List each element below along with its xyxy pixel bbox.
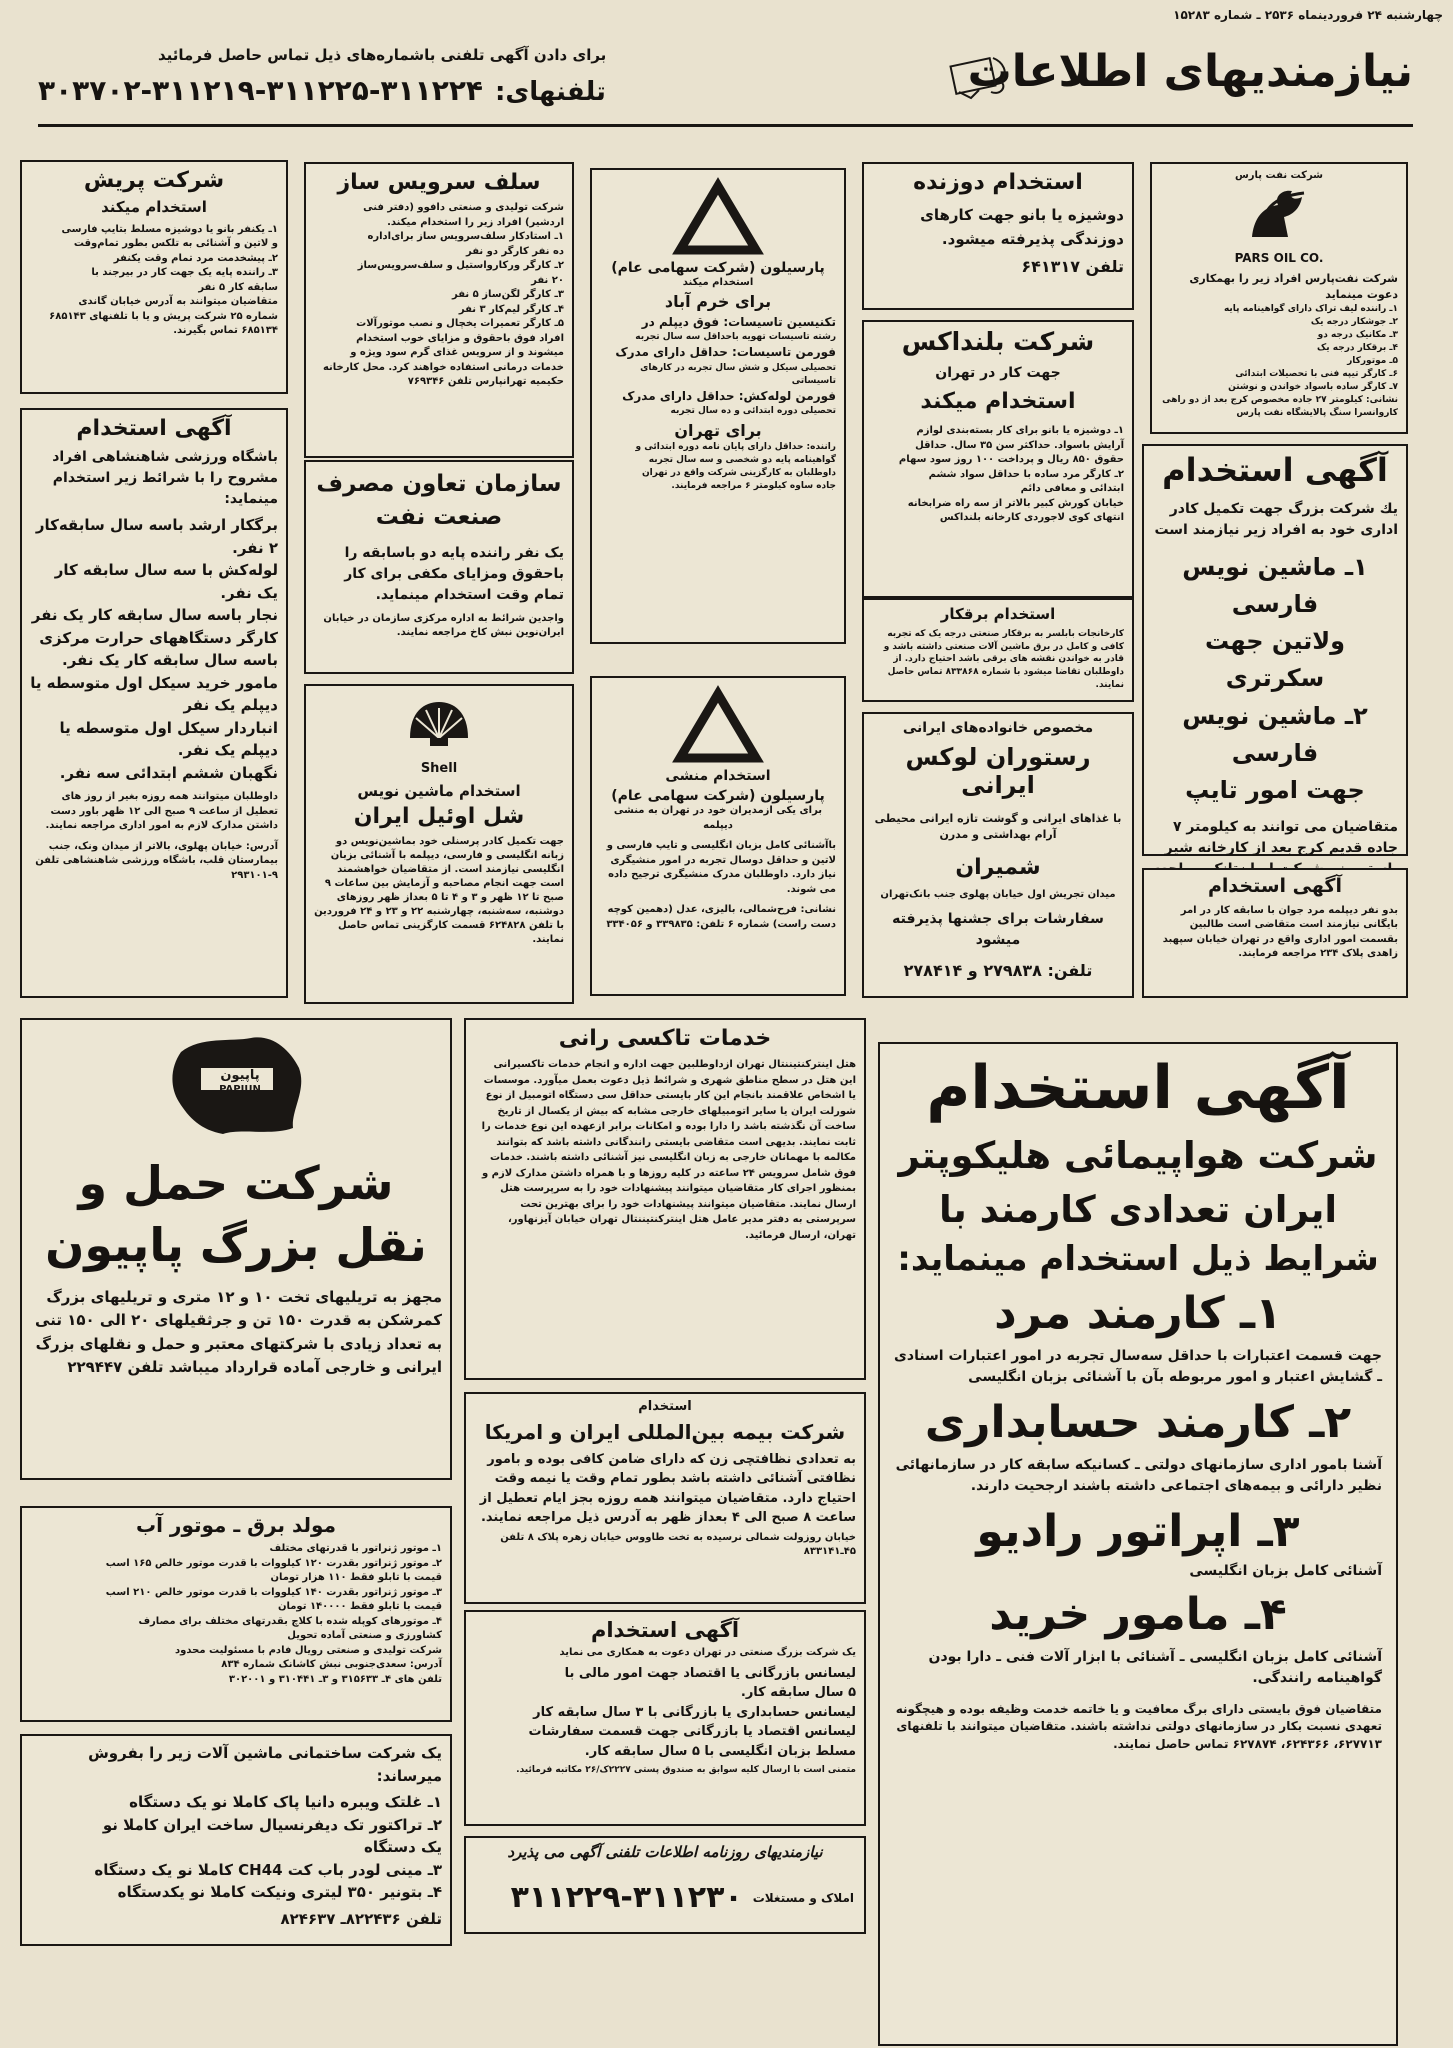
parsilon-1-line: تحصیلی دوره ابتدائی و ده سال تجربه [670, 406, 836, 417]
parsilon-2-body: باآشنائی کامل بزبان انگلیسی و تایپ فارسی و لاتین و حداقل دوسال تجربه در امور منشیگری نیاز دارد. داوطلبان مدرک منشیگری ترجیح داده می شوند. [606, 840, 836, 895]
blandax-title: شرکت بلنداکس [901, 327, 1095, 356]
self-service-line: میشوند و از سرویس غذای گرم سود ویژه و [350, 347, 564, 359]
sports-club-line: نجار باسه سال سابقه کار یک نفر [31, 606, 278, 625]
finance-hire-line: لیسانس حسابداری یا بازرگانی با ۳ سال سابقه کار [533, 1704, 856, 1720]
ad-taxi-service [464, 1018, 866, 1380]
parish-line: ۱ـ یکنفر بانو یا دوشیزه مسلط بتایپ فارسی [61, 223, 278, 235]
parish-line: ۳ـ راننده پایه یک جهت کار در بیرجند با [91, 267, 278, 279]
self-service-lines [314, 201, 564, 390]
taxi-service-title: خدمات تاکسی رانی [558, 1026, 772, 1051]
ad-generator [20, 1506, 452, 1722]
masthead-call-note: برای دادن آگهی تلفنی باشماره‌های ذیل تماس حاصل فرمائید [158, 46, 607, 64]
restaurant-note: سفارشات برای جشنها پذیرفته میشود [892, 910, 1104, 948]
parsilon-1-city: برای خرم آباد [664, 291, 772, 311]
blandax-line: حقوق ۸۵۰ ریال و پرداخت ۱۰۰ روز سود سهام [898, 454, 1124, 466]
pars-oil-line: نشانی: کیلومتر ۲۷ جاده مخصوص کرج بعد از دو راهی [1162, 395, 1398, 406]
parsilon-2-title: استخدام منشی [665, 768, 771, 784]
masthead-title: نیازمندیهای اطلاعات [967, 46, 1413, 97]
issue-date: چهارشنبه ۲۴ فروردینماه ۲۵۳۶ ـ شماره ۱۵۲۸۳ [1173, 8, 1443, 22]
shell-company: شل اوئیل ایران [353, 804, 525, 830]
parsilon-1-line: رشته تاسیسات تهویه باحداقل سه سال تجربه [635, 332, 836, 343]
parsilon-1-company: پارسیلون (شرکت سهامی عام) [611, 260, 825, 276]
parsilon-1-line-2: داوطلبان به کارگزینی شرکت واقع در تهران [641, 467, 836, 478]
finance-hire-note: متمنی است با ارسال کلیه سوابق به صندوق پستی ۲۲۲۷ک/۲۶ مکاتبه فرمائید. [516, 1765, 856, 1776]
pars-oil-lines [1160, 303, 1398, 420]
finance-hire-line: لیسانس اقتصاد یا بازرگانی جهت قسمت سفارشات [528, 1724, 856, 1740]
finance-hire-title: آگهی استخدام [590, 1618, 740, 1642]
insurance-title: شرکت بیمه بین‌المللی ایران و امریکا [484, 1419, 846, 1444]
parish-sub: استخدام میکند [101, 198, 207, 217]
papion-logo-text: PAPIUN [219, 1084, 261, 1095]
self-service-line: شرکت تولیدی و صنعتی دافوو (دفتر فنی [363, 202, 564, 214]
typist-hire-line: جهت امور تایپ [1185, 775, 1365, 804]
blandax-line: آرایش باسواد. حداکثر سن ۳۵ سال. حداقل [915, 439, 1124, 451]
oil-cooperative-note: واجدین شرائط به اداره مرکزی سازمان در خیابان ایران‌نوین نبش کاخ مراجعه نمایند. [323, 612, 564, 639]
helicopter-hire-item-title: ۲ـ کارمند حسابداری [924, 1396, 1352, 1448]
insurance-address: خیابان روزولت شمالی نرسیده به تخت طاووس خیابان زهره پلاک ۸ تلفن ۴۵ـ۸۳۳۱۴۱ [500, 1531, 856, 1558]
helicopter-hire-item-text: جهت قسمت اعتبارات با حداقل سه‌سال تجربه در امور اعتبارات اسنادی ـ گشایش اعتبار و امور مربوطه بآن با آشنائی بزبان انگلیسی [894, 1347, 1382, 1385]
parish-line: شماره ۲۵ شرکت پریش و یا با تلفنهای ۶۸۵۱۴۳ [49, 310, 278, 322]
helicopter-hire-item-title: ۱ـ کارمند مرد [994, 1288, 1282, 1340]
ad-typist-hire [1142, 444, 1408, 856]
parsilon-1-line-2: جاده ساوه کیلومتر ۶ مراجعه فرمایند. [671, 480, 836, 491]
helicopter-hire-item [894, 1590, 1382, 1689]
typist-hire-note: متقاضیان می توانند به کیلومتر ۷ جاده قدیم کرج بعد از کارخانه شیر [1164, 819, 1398, 857]
generator-line: ۲ـ موتور ژنراتور بقدرت ۱۲۰ کیلووات با قدرت موتور خالص ۱۶۵ اسب [105, 1557, 442, 1569]
masthead [38, 32, 1413, 132]
ad-classifieds-phones [464, 1836, 866, 1934]
ad-archivist-hire [1142, 868, 1408, 998]
blandax-lines [872, 424, 1124, 526]
sports-club-line: مامور خرید سیکل اول متوسطه یا [30, 673, 278, 692]
generator-line: ۳ـ موتور ژنراتور بقدرت ۱۴۰ کیلووات با قدرت موتور خالص ۲۱۰ اسب [105, 1586, 442, 1598]
typist-hire-title: آگهی استخدام [1162, 451, 1388, 489]
restaurant-phone: تلفن: ۲۷۹۸۳۸ و ۲۷۸۴۱۴ [903, 960, 1093, 980]
self-service-line: افراد فوق باحقوق و مزایای خوب استخدام [356, 332, 564, 344]
ad-parsilon-2 [590, 676, 846, 996]
generator-lines [30, 1542, 442, 1687]
blandax-line: خیابان کورش کبیر بالاتر از سه راه ضرابخانه [907, 497, 1124, 509]
typist-hire-line: ۱ـ ماشین نویس فارسی [1182, 552, 1368, 618]
pars-oil-line: ۶ـ کارگر تیپه فنی با تحصیلات ابتدائی [1235, 369, 1398, 380]
ad-finance-hire [464, 1610, 866, 1826]
tailor-hire-phone: تلفن ۶۴۱۳۱۷ [1021, 257, 1124, 277]
generator-line: آدرس: سعدی‌جنوبی نبش کاشانک شماره ۸۳۴ [221, 1659, 442, 1670]
sports-club-note: داوطلبان میتوانند همه روزه بغیر از روز های تعطیل از ساعت ۹ صبح الی ۱۲ ظهر باور دست داشتن مدارک لازم به امور اداری مراجعه نمایند. [45, 791, 278, 832]
taxi-service-body: هتل اینترکنتیننتال تهران ازداوطلبین جهت اداره و انجام خدمات تاکسیرانی این هتل در سطح مناطق شهری و شرائط ذیل دعوت بعمل میآورد. موسسات یا اشخاص علاقمند بانجام این کار بایستی حداقل سی دستگاه اتومبیل از نوع شورلت ایران یا سایر اتومبیلهای خارجی مشابه که بیش از یکسال از تاریخ ساخت آن نگذشته باشد را دارا بوده و امکانات برابر ازعهده این نوع خدمات را ثابت نمایند. بدیهی است متقاضی بایستی رانندگانی داشته باشد که بتوانند مکالمه با مهمانان خارجی به زبان انگلیسی نیز آشنائی داشته باشند. خدمات فوق شامل سرویس ۲۴ ساعته در کلیه روزها و با همراه داشتن مدارک لازم و بمنظور اجرای کار متقاضیان میتوانند پیشنهادات خود را به سرپرست هتل ارسال نمایند. متقاضیان میتوانند پیشنهادات خود را برای بهترین تحت سرپرستی به دفتر مدیر عامل هتل اینترکنتیننتال تهران خیابان آیزنهاور، تهران، ارسال فرمائید. [481, 1059, 856, 1241]
finance-hire-lines [474, 1664, 856, 1762]
typist-hire-intro: یك شركت بزرگ جهت تكمیل كادر اداری خود به افراد زیر نیازمند است [1154, 500, 1398, 538]
generator-line: شرکت تولیدی و صنعتی رویال فادم با مسئولیت محدود [174, 1644, 442, 1656]
typist-hire-lines [1152, 549, 1398, 809]
insurance-label: استخدام [638, 1399, 692, 1414]
generator-title: مولد برق ـ موتور آب [136, 1513, 336, 1537]
masthead-phones: ۳۰۳۷۰۲-۳۱۱۲۱۹-۳۱۱۲۲۵-۳۱۱۲۲۴ [38, 74, 484, 107]
ad-self-service [304, 162, 574, 458]
pars-oil-line: ۱ـ راننده لیف تراک دارای گواهینامه پایه [1223, 303, 1398, 314]
parsilon-1-city-2: برای تهران [674, 421, 762, 441]
self-service-line: ۴ـ کارگر لیم‌کار ۳ نفر [458, 303, 564, 315]
parsilon-1-lines-2 [600, 441, 836, 493]
parish-line: متقاضیان میتوانند به آدرس خیابان گاندی [78, 296, 278, 308]
helicopter-hire-item-text: آشنائی کامل بزبان انگلیسی ـ آشنائی با ابزار آلات فنی ـ دارا بودن گواهینامه رانندگی. [928, 1648, 1382, 1686]
ad-pars-oil [1150, 162, 1408, 434]
ad-sports-club [20, 408, 288, 998]
self-service-line: ۱ـ استادکار سلف‌سرویس ساز برای‌اداره [367, 231, 564, 243]
parsilon-1-line: تحصیلی سیکل و شش سال تجربه در کارهای [640, 362, 836, 373]
classifieds-phones-row [476, 1880, 854, 1915]
insurance-body: به تعدادی نظافتچی زن‌ که دارای ضامن کافی بوده و بامور نظافتی آشنائی داشته باشد بطور تمام وقت یا نیمه وقت احتیاج دارد. متقاضیان میتوانند همه روزه بجز ایام تعطیل از ساعت ۸ صبح الی ۴ بعداز ظهر به آدرس ذیل مراجعه نمایند. [479, 1451, 856, 1526]
oil-cooperative-body: یک نفر راننده پایه دو باسابقه را باحقوق ومزایای مکفی برای کار تمام وقت استخدام مینماید. [344, 544, 564, 603]
blandax-line: ابتدائی و معافی دائم [1020, 483, 1124, 495]
machinery-sale-phone: تلفن ۸۲۲۴۳۶ـ ۸۲۴۶۳۷ [280, 1909, 442, 1928]
ad-tailor-hire [862, 162, 1134, 310]
sports-club-line: دیپلم یک نفر. [177, 741, 278, 760]
sports-club-title: آگهی استخدام [76, 416, 232, 441]
masthead-emblem [949, 52, 1011, 102]
electrician-title: استخدام برقکار [940, 605, 1056, 623]
self-service-line: ۲ـ کارگر ورکارواستیل و سلف‌سرویس‌ساز [357, 260, 564, 272]
blandax-sub: جهت کار در تهران [935, 364, 1061, 381]
generator-line: ۱ـ موتور ژنراتور با قدرتهای مختلف [269, 1543, 442, 1554]
parsilon-triangle-logo-icon [676, 182, 760, 254]
shell-title: استخدام ماشین نویس [357, 781, 521, 800]
parish-lines [30, 223, 278, 339]
restaurant-address: میدان تجریش اول خیابان پهلوی جنب بانک‌تهران [880, 889, 1116, 901]
parsilon-2-address: نشانی: فرح‌شمالی، بالیزی، عدل (دهمین کوچه دست راست) شماره ۶ تلفن: ۳۳۹۸۳۵ و ۳۳۴۰۵۶ [606, 904, 836, 930]
archivist-hire-title: آگهی استخدام [1207, 875, 1342, 897]
restaurant-title: رستوران لوکس ایرانی [905, 743, 1091, 799]
parsilon-1-line-2: گواهینامه پایه دو شخصی و سه سال تجربه [648, 454, 836, 465]
self-service-line: خدمات درمانی استفاده خواهند کرد. محل کارخانه [322, 361, 564, 373]
blandax-line: ۱ـ دوشیزه یا بانو برای کار بسته‌بندی لوازم [916, 425, 1124, 437]
restaurant-place: شمیران [955, 855, 1041, 881]
parsilon-1-line-2: راننده: حداقل دارای پایان نامه دوره ابتدائی و [635, 441, 836, 452]
parsilon-triangle-logo-icon [676, 690, 760, 762]
pars-oil-line: ۵ـ موتورکار [1347, 356, 1398, 367]
ad-parish [20, 160, 288, 394]
self-service-line: ۲۰ نفر [531, 274, 564, 286]
masthead-phones-label: تلفنهای: [495, 77, 606, 107]
typist-hire-line: ۲ـ ماشین نویس فارسی [1182, 701, 1368, 767]
finance-hire-line: لیسانس بازرگانی یا اقتصاد جهت امور مالی با [564, 1665, 856, 1681]
pars-oil-line: ۴ـ برقکار درجه یک [1317, 343, 1398, 354]
pars-oil-line: کاروانسرا سنگ پالایشگاه نفت پارس [1236, 408, 1398, 419]
helicopter-hire-item-title: ۴ـ مامور خرید [989, 1589, 1287, 1641]
papion-title: شرکت حمل و نقل بزرگ پاپیون [45, 1156, 427, 1273]
pars-oil-line: ۲ـ جوشکار درجه یک [1310, 316, 1398, 327]
parsilon-1-line: تکنیسین تاسیسات: فوق دیپلم در [641, 314, 836, 329]
tailor-hire-title: استخدام دوزنده [913, 170, 1083, 195]
sports-club-address: آدرس: خیابان پهلوی، بالاتر از میدان ونک، جنب بیمارستان قلب، باشگاه ورزشی شاهنشاهی تلفن ۹-۲۹۳۱۰۱ [35, 840, 278, 881]
parsilon-2-company: پارسیلون (شرکت سهامی عام) [611, 788, 825, 805]
tailor-hire-body: دوشیزه یا بانو جهت کارهای دوزندگی پذیرفته میشود. [920, 206, 1124, 249]
parish-line: ۶۸۵۱۳۴ تماس بگیرند. [173, 325, 278, 337]
restaurant-body: با غذاهای ایرانی و گوشت تازه ایرانی محیطی آرام بهداشتی و مدرن [874, 812, 1122, 842]
sports-club-line: باسه سال سابقه کار یک نفر. [62, 651, 278, 670]
blandax-sub2: استخدام میکند [920, 388, 1076, 414]
self-service-title: سلف سرویس ساز [337, 170, 541, 195]
helicopter-hire-title: آگهی استخدام [926, 1053, 1350, 1123]
helicopter-hire-item-text: آشنا بامور اداری سازمانهای دولتی ـ کسانیکه سابقه کار در سازمانهائی نظیر دارائی و بیمه‌های اجتماعی داشته باشند ارجحیت دارند. [895, 1456, 1382, 1494]
archivist-hire-body: بدو نفر دیپلمه مرد جوان با سابقه کار در امر بایگانی نیازمند است متقاضی است طالبین بقسمت امور اداری واقع در تهران خیابان سپهبد زاهدی پلاک ۲۳۴ مراجعه فرمایند. [1162, 904, 1398, 960]
ad-parsilon-1 [590, 168, 846, 644]
shell-body: جهت تکمیل کادر پرسنلی خود بماشین‌نویس دو زبانه انگلیسی و فارسی، دیپلمه با آشنائی بزبان انگلیسی نیازمند است. از متقاضیان خواهشمند است جهت انجام مصاحبه و آزمایش بین ساعات ۹ صبح تا ۱۲ ظهر و ۳ و ۴ تا ۵ بعداز ظهر روزهای دوشنبه، سه‌شنبه، چهارشنبه ۲۲ و ۲۳ و ۲۴ فروردین با تلفن ۶۲۴۸۲۸ قسمت کارگزینی تماس حاصل نمایند. [314, 836, 564, 946]
helicopter-hire-item [894, 1507, 1382, 1583]
finance-hire-line: ۵ سال سابقه کار. [740, 1685, 856, 1701]
ettelaat-emblem-icon [949, 52, 1011, 102]
sports-club-intro: باشگاه ورزشی شاهنشاهی افراد مشروح را با شرائط زیر استخدام مینماید: [52, 449, 278, 508]
generator-line: قیمت با تابلو فقط ۱۱۰ هزار تومان [270, 1572, 442, 1583]
shell-logo-text: Shell [420, 761, 458, 776]
ad-papion [20, 1018, 452, 1480]
ad-shell [304, 684, 574, 1004]
parsilon-1-line: فورمن تاسیسات: حداقل دارای مدرک [615, 345, 836, 360]
pars-oil-winged-lion-icon [1244, 187, 1314, 245]
masthead-phones-row [38, 74, 606, 107]
finance-hire-intro: یک شرکت بزرگ صنعتی در تهران دعوت به همکاری می نماید [559, 1647, 856, 1659]
pars-oil-logo-text: PARS OIL CO. [1234, 251, 1324, 265]
parsilon-2-sub: برای یکی ازمدیران خود در تهران به منشی دیپلمه [613, 805, 823, 831]
self-service-line: ۵ـ کارگر تعمیرات یخچال و نصب موتورآلات [356, 318, 564, 330]
finance-hire-line: مسلط بزبان انگلیسی با ۵ سال سابقه کار. [584, 1743, 856, 1759]
machinery-sale-lines [30, 1791, 442, 1904]
helicopter-hire-item-title: ۳ـ اپراتور رادیو [976, 1505, 1300, 1557]
self-service-line: اردشیر) افراد زیر را استخدام میکند. [387, 216, 564, 228]
pars-oil-line: ۳ـ مکانیک درجه دو [1317, 329, 1398, 340]
sports-club-line: انباردار سیکل اول متوسطه یا [59, 718, 278, 737]
ad-electrician [862, 598, 1134, 702]
generator-line: تلفن های ۴ـ ۳۱۵۶۳۳ و ۳ـ ۳۱۰۴۴۱ و ۳۰۲۰۰۱ [228, 1673, 442, 1685]
classifieds-phones-title: نیازمندیهای روزنامه اطلاعات تلفنی آگهی می پذیرد [507, 1843, 823, 1861]
helicopter-hire-item [894, 1398, 1382, 1497]
parish-line: سابقه کار ۵ نفر [198, 281, 278, 293]
restaurant-top: مخصوص خانواده‌های ایرانی [902, 720, 1094, 736]
self-service-line: ده نفر کارگر دو نفر [465, 245, 564, 257]
classifieds-phones-number: ۳۱۱۲۲۹-۳۱۱۲۳۰ [510, 1880, 743, 1915]
typist-hire-line: ولاتین جهت سکرتری [1204, 627, 1346, 693]
papion-logo-fa: پاپیون [220, 1068, 260, 1083]
ad-restaurant [862, 712, 1134, 998]
sports-club-line: کارگر دستگاههای حرارت مرکزی [39, 628, 278, 647]
sports-club-line: نگهبان ششم ابتدائی سه نفر. [59, 763, 278, 782]
parsilon-1-line: تاسیساتی [791, 375, 836, 386]
parsilon-1-line: فورمن لوله‌کش: حداقل دارای مدرک [622, 388, 836, 403]
masthead-rule [38, 124, 1413, 127]
blandax-line: انتهای کوی لاجوردی کارخانه بلنداکس [939, 512, 1124, 524]
helicopter-hire-conditions: شرایط ذیل استخدام مینماید: [897, 1239, 1379, 1280]
ad-machinery-sale [20, 1734, 452, 1946]
parish-line: ۲ـ پیشخدمت مرد تمام وقت یکنفر [113, 252, 278, 264]
shell-logo-icon [406, 698, 472, 756]
machinery-sale-line: ۱ـ غلتک ویبره دانیا پاک کاملا نو یک دستگاه [129, 1793, 442, 1811]
generator-line: ۴ـ موتورهای کوپله شده با کلاچ بقدرتهای مختلف برای مصارف [138, 1615, 442, 1627]
self-service-line: ۳ـ کارگر لگن‌ساز ۵ نفر [451, 289, 564, 301]
self-service-line: حکیمیه تهرانپارس تلفن ۷۶۹۳۴۶ [407, 376, 564, 388]
classifieds-phones-sub: املاک و مستغلات [752, 1890, 854, 1905]
parsilon-1-lines [600, 314, 836, 418]
ad-helicopter-hire [878, 1042, 1398, 2046]
sports-club-line: دیپلم یک نفر [183, 696, 278, 715]
machinery-sale-line: ۴ـ بتونیر ۳۵۰ لیتری ونیکت کاملا نو یکدستگاه [117, 1883, 442, 1901]
helicopter-hire-company: شرکت هواپیمائی هلیکوپتر ایران تعدادی کارمند با [898, 1134, 1378, 1231]
sports-club-lines [30, 514, 278, 784]
parsilon-1-sub: استخدام میکند [682, 277, 754, 289]
sports-club-line: لوله‌کش با سه سال سابقه کار یک نفر. [54, 561, 278, 602]
helicopter-hire-items [894, 1289, 1382, 1688]
helicopter-hire-item [894, 1289, 1382, 1388]
parish-line: و لاتین و آشنائی به تلکس بطور تمام‌وقت [73, 238, 278, 250]
electrician-body: کارخانجات بابلسر به برقکار صنعتی درجه یک که تجربه کافی و کامل در برق ماشین آلات صنعتی داشته باشد و قادر به خواندن نقشه های برقی باشد احتیاج دارد. از داوطلبان تقاضا میشود با شماره ۸۳۳۸۶۸ تماس حاصل نمایند. [883, 629, 1124, 690]
pars-oil-intro: شرکت نفت‌پارس افراد زیر را بهمکاری دعوت مینماید [1189, 272, 1398, 301]
ad-insurance [464, 1392, 866, 1604]
generator-line: قیمت با تابلو فقط ۱۴۰۰۰۰ تومان [277, 1601, 442, 1612]
machinery-sale-line: یک دستگاه [364, 1838, 442, 1856]
generator-line: کشاورزی و صنعتی آماده تحویل [287, 1630, 442, 1641]
helicopter-hire-item-text: آشنائی کامل بزبان انگلیسی [1189, 1563, 1382, 1580]
machinery-sale-title: یک شرکت ساختمانی ماشین آلات زیر را بفروش میرساند: [88, 1744, 442, 1785]
sports-club-line: برگکار ارشد باسه سال سابقه‌کار ۲ نفر. [35, 516, 278, 557]
blandax-line: ۲ـ کارگر مرد ساده با حداقل سواد ششم [928, 468, 1124, 480]
helicopter-hire-footer: متقاضیان فوق بایستی دارای برگ معافیت و یا خاتمه خدمت وظیفه بوده و هیچگونه تعهدی نسبت بکار در سازمانهای دولتی نداشته باشند. متقاضیان میتوانند با تلفنهای ۶۲۷۷۱۳، ۶۲۴۳۶۶، ۶۲۷۸۷۴ تماس حاصل نمایند. [895, 1701, 1382, 1751]
pars-oil-line: ۷ـ کارگر ساده باسواد خواندن و نوشتن [1228, 382, 1398, 393]
machinery-sale-line: ۳ـ مینی لودر باب کت CH44 کاملا نو یک دستگاه [94, 1860, 442, 1879]
pars-oil-brand: شرکت نفت پارس [1234, 170, 1324, 181]
ad-blandax [862, 320, 1134, 598]
papion-body: مجهز به تریلیهای تخت ۱۰ و ۱۲ متری و تریلیهای بزرگ کمرشکن به قدرت ۱۵۰ تن و جرثقیلهای ۲۰ الی ۱۵۰ تنی به تعداد زیادی با شرکتهای معتبر و حمل و نقلهای بزرگ ایرانی و خارجی آماده قرارداد میباشد تلفن ۲۲۹۴۴۷ [35, 1288, 442, 1376]
parish-title: شرکت پریش [83, 168, 225, 193]
ad-oil-cooperative [304, 460, 574, 674]
oil-cooperative-title: سازمان تعاون مصرف صنعت نفت [316, 471, 562, 531]
machinery-sale-line: ۲ـ تراکتور تک دیفرنسیال ساخت ایران کاملا نو [102, 1815, 442, 1834]
